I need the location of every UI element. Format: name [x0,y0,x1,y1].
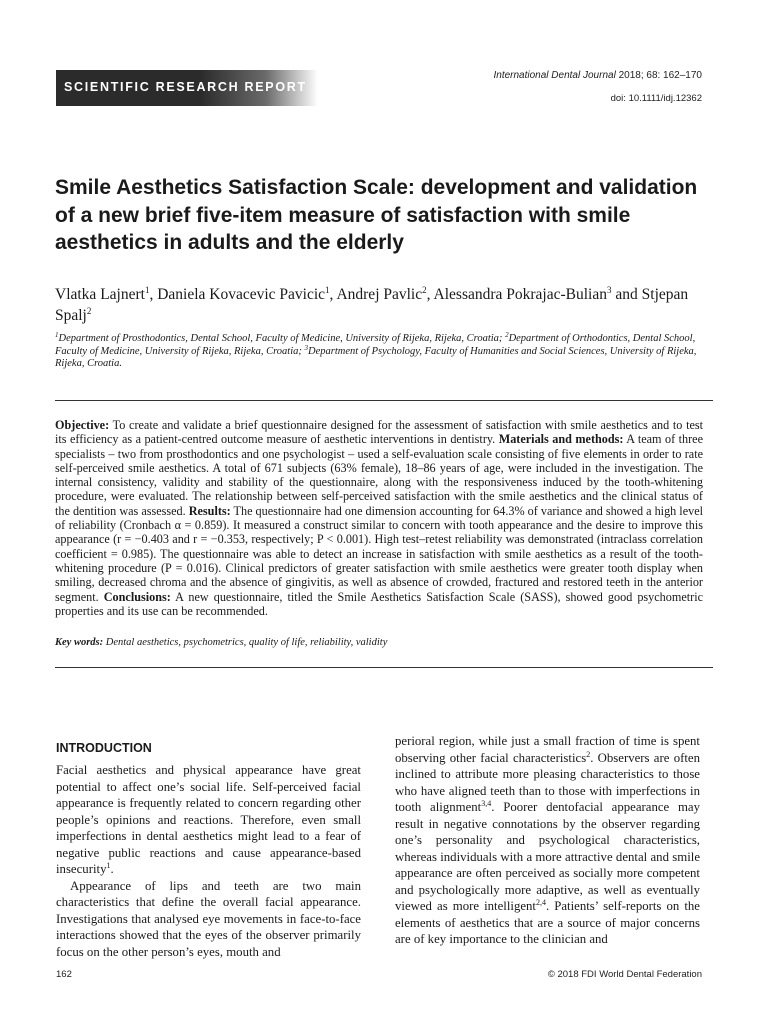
author-name: Stjepan Spalj [55,286,689,324]
author-affiliation-mark: 3 [607,285,612,295]
abstract-results-label: Results: [188,503,231,518]
abstract-objective-label: Objective: [55,418,110,432]
affiliation-text: Department of Orthodontics, Dental School, Faculty of Medicine, University of Rijeka, Rijeka, Croatia; [55,333,696,357]
citation-mark: 3,4 [481,799,492,808]
author-name: Alessandra Pokrajac-Bulian [433,286,607,303]
paragraph-text: perioral region, while just a small fraction of time is spent observing other facial characteristics [395,734,700,765]
keywords [55,637,705,648]
citation-mark: 1 [106,861,111,870]
author-affiliation-mark: 2 [86,306,92,316]
author-name: Vlatka Lajnert [55,286,145,303]
author-affiliation-mark: 1 [325,285,330,295]
doi-link[interactable]: doi: 10.1111/idj.12362 [610,93,702,104]
abstract-methods-text: A team of three specialists – two from prosthodontics and one psychologist – used a self-evaluation scale consisting of five elements in order to rate self-perceived smile aesthetics. A total of 671 subjects (63% female), 18–86 years of age, were included in the investigation. The internal consistency, validity and stability of the questionnaire, along with the responsiveness induced by the tooth-whitening procedure, were evaluated. The relationship between self-perceived satisfaction with the smile aesthetics and the clinical status of the dentition was assessed. [55,432,703,518]
report-type-label: SCIENTIFIC RESEARCH REPORT [64,80,307,94]
affiliation-mark: 1 [55,331,59,339]
paragraph-text: . Poorer dentofacial appearance may result in negative connotations by the observer regarding one’s personality and psychological characteristics, whereas individuals with a more attractive dental and smile appearance are often perceived as socially more competent and psychologically more adaptive, as well as eventually viewed as more intelligent [395,800,700,913]
abstract-conclusions-label: Conclusions: [103,589,171,604]
section-heading-introduction: INTRODUCTION [56,741,152,755]
keywords-label: Key words: [55,637,104,648]
article-title: Smile Aesthetics Satisfaction Scale: development and validation of a new brief five-item measure of satisfaction with smile aesthetics in adults and the elderly [55,176,698,254]
left-column [56,730,361,960]
abstract-objective-text: To create and validate a brief questionnaire designed for the assessment of satisfaction with smile aesthetics and to test its efficiency as a patient-centred outcome measure of aesthetic interventions in dentistry. [55,418,703,447]
citation-mark: 2 [586,749,591,759]
affiliation-text: Department of Psychology, Faculty of Humanities and Social Sciences, University of Rijeka, Rijeka, Croatia. [55,345,697,369]
paragraph-text: Facial aesthetics and physical appearance have great potential to affect one’s social life. Self-perceived facial appearance is frequently related to concern regarding other people’s opinions and reactions. Therefore, even small imperfections in dental aesthetics might lead to a fear of negative public reactions and cause appearance-based insecurity [56,763,361,876]
affiliation-mark: 2 [505,331,509,339]
citation-mark: 2,4 [535,898,546,907]
author-separator: and [611,286,642,303]
author-separator: , [149,286,158,303]
copyright-notice: © 2018 FDI World Dental Federation [547,969,702,980]
abstract-bottom-divider [55,667,713,668]
author-separator: , [329,286,337,303]
journal-citation [493,70,702,81]
paragraph-end: . [110,862,114,876]
paragraph-text: . Observers are often inclined to attribute more pleasing characteristics to those who have aligned teeth than to those with imperfections in tooth alignment [395,750,700,814]
author-list [55,284,705,326]
right-column [395,733,700,948]
journal-details: 2018; 68: 162–170 [618,70,702,81]
author-name: Andrej Pavlic [336,286,423,303]
journal-name: International Dental Journal [493,70,616,81]
abstract-methods-label: Materials and methods: [498,432,624,447]
author-separator: , [426,286,434,303]
abstract-results-text: The questionnaire had one dimension accounting for 64.3% of variance and showed a high level of reliability (Cronbach α = 0.859). It measured a construct similar to concern with tooth appearance and the desire to improve this appearance (r = −0.403 and r = −0.353, respectively; P < 0.001). High test–retest reliability was demonstrated (intraclass correlation coefficient = 0.985). The questionnaire was able to detect an increase in satisfaction with smile aesthetics as a result of the tooth-whitening procedure (P = 0.016). Clinical predictors of greater satisfaction with smile aesthetics were greater tooth display when smiling, decreased chroma and the absence of gingivitis, as well as absence of crowded, fractured and restored teeth in the anterior segment. [55,503,703,604]
body-paragraph [56,762,361,878]
body-paragraph [56,878,361,961]
abstract-top-divider [55,400,713,401]
affiliation-list [55,333,715,371]
paragraph-text: . Patients’ self-reports on the elements of aesthetics that are a source of major concerns are of key importance to the clinician and [395,899,700,946]
abstract [55,418,703,618]
body-paragraph [395,733,700,948]
affiliation-mark: 3 [304,343,308,352]
author-name: Daniela Kovacevic Pavicic [157,286,326,303]
author-affiliation-mark: 1 [144,285,150,295]
paragraph-text: Appearance of lips and teeth are two main characteristics that define the overall facial appearance. Investigations that analysed eye movements in face-to-face interactions showed that the eyes of the observer primarily focus on the other person’s eyes, mouth and [56,878,361,959]
page-number: 162 [56,969,72,980]
author-affiliation-mark: 2 [422,285,427,295]
keywords-text: Dental aesthetics, psychometrics, quality of life, reliability, validity [103,637,388,648]
abstract-conclusions-text: A new questionnaire, titled the Smile Aesthetics Satisfaction Scale (SASS), showed good psychometric properties and its use can be recommended. [55,589,703,618]
affiliation-text: Department of Prosthodontics, Dental School, Faculty of Medicine, University of Rijeka, Rijeka, Croatia; [58,333,506,344]
